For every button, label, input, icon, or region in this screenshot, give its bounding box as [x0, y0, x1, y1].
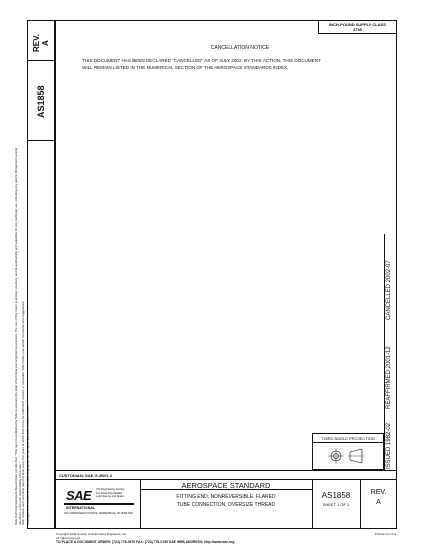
sae-logo-line2: For Advancing Mobility — [96, 491, 123, 495]
side-divider-1 — [27, 60, 55, 61]
title-line1: FITTING END, NONREVERSIBLE, FLARED — [176, 494, 276, 500]
custodian: CUSTODIAN: SAE G-3B/G-3 — [59, 473, 112, 478]
cancellation-title: CANCELLATION NOTICE — [210, 45, 270, 51]
side-legal-line-1: SAE Technical Standards Board Rules provide that: "This report is published by SAE to advance the state of technical and engineering sciences. The use of this report is entirely voluntary, and its applicability and suitability for any particular use, including any patent infringement arising therefrom, is the sole responsibility of the user." — [14, 147, 22, 525]
sae-logo-sub: INTERNATIONAL — [66, 506, 96, 510]
sae-logo — [62, 484, 136, 524]
title-rev-label: REV. — [370, 489, 387, 496]
supply-class-line1: INCH-POUND SUPPLY CLASS — [329, 22, 386, 27]
sae-logo-text: SAE — [66, 488, 92, 503]
projection-divider — [312, 442, 384, 443]
supply-class-line2: 4730 — [353, 27, 362, 32]
reaffirmed-date: REAFFIRMED 2001-12 — [386, 346, 392, 409]
side-divider-2 — [27, 140, 55, 141]
date-strip-divider — [384, 234, 385, 470]
title-rev-value: A — [376, 499, 381, 506]
side-rev-label: REV. — [32, 34, 41, 52]
title-doc-number: AS1858 — [321, 491, 351, 500]
title-line2: TUBE CONNECTION, OVERSIZE THREAD — [176, 502, 276, 508]
issued-date: ISSUED 1982-02 — [386, 422, 392, 469]
projection-symbol-icon — [326, 446, 366, 466]
sae-logo-line3: Land Sea Air and Space — [96, 495, 125, 498]
footer-copyright: Copyright 2002 Society of Automotive Engineers, Inc. — [56, 532, 127, 536]
custodian-divider — [55, 479, 397, 480]
cancelled-date: CANCELLED 2002-07 — [386, 260, 392, 320]
side-doc-number: AS1858 — [36, 85, 46, 118]
side-legal-line-3: Copyright 2002 Society of Automotive Engineers, Inc. All rights reserved. Printed in U.S.A. — [26, 405, 30, 525]
footer-printed: Printed in U.S.A. — [374, 532, 397, 536]
projection-label: THIRD ANGLE PROJECTION — [321, 436, 375, 441]
side-rev-value: A — [41, 40, 50, 46]
sae-logo-rule — [64, 503, 134, 505]
cancellation-body-line2: WILL REMAIN LISTED IN THE NUMERICAL SECTION OF THE AEROSPACE STANDARDS INDEX. — [82, 65, 289, 70]
cancellation-body-line1: THIS DOCUMENT HAS BEEN DECLARED "CANCELLED" AS OF JULY 2002. BY THIS ACTION, THIS DOCUMENT — [82, 58, 321, 63]
sheet-number: SHEET 1 OF 2 — [322, 502, 350, 507]
side-legal-line-2: SAE reviews each technical report at least every five years at which time it may be reaffirmed, revised, or cancelled. SAE invites your written comments and suggestions. — [21, 300, 25, 525]
sae-logo-line1: The Engineering Society — [96, 488, 125, 491]
standard-label: AEROSPACE STANDARD — [181, 481, 271, 490]
footer-rights: All rights reserved. — [56, 536, 81, 540]
title-block-top — [55, 470, 397, 471]
sae-logo-address: 400 COMMONWEALTH DRIVE, WARRENDALE, PA 15096-0001 — [64, 512, 134, 515]
footer-order-line: TO PLACE A DOCUMENT ORDER: (724) 776-4970 FAX: (724) 776-0790 SAE WEB ADDRESS: http://www.sae.org — [56, 540, 235, 544]
